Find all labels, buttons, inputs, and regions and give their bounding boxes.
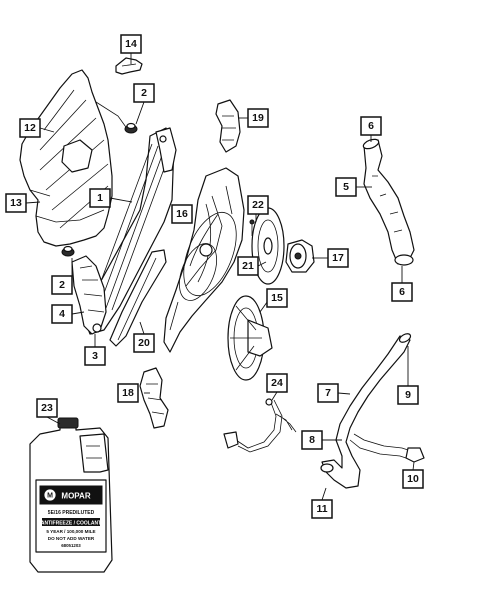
svg-text:16: 16 [176,208,188,220]
callout-1 [90,189,110,207]
part-7-lower-hose [321,332,424,488]
jug-line-5: 68051203 [61,543,81,548]
jug-line-2: ANTIFREEZE / COOLANT [40,520,102,527]
svg-text:14: 14 [125,38,137,50]
callout-21 [238,257,258,275]
svg-text:M: M [47,492,53,500]
jug-line-1: 5E/16 PREDILUTED [47,510,95,516]
callout-2-top [134,84,154,102]
callout-17 [328,249,348,267]
callout-12 [20,119,40,137]
svg-text:23: 23 [41,402,53,414]
svg-text:24: 24 [271,377,283,389]
part-14-bracket [116,58,142,74]
svg-text:9: 9 [405,389,411,401]
svg-text:12: 12 [24,122,36,134]
callout-9 [398,386,418,404]
part-5-upper-hose [362,138,414,265]
part-15-fan [228,296,272,380]
svg-text:2: 2 [59,279,65,291]
svg-text:5: 5 [343,181,349,193]
svg-text:2: 2 [141,87,147,99]
part-18-bracket [140,368,168,428]
svg-text:17: 17 [332,252,344,264]
svg-text:6: 6 [368,120,374,132]
svg-text:3: 3 [92,350,98,362]
callout-10 [403,470,423,488]
callout-15 [267,289,287,307]
callout-8 [302,431,322,449]
callout-3 [85,347,105,365]
callout-6-bottom [392,283,412,301]
part-23-coolant-jug [30,418,112,572]
part-19-bracket [216,100,240,152]
svg-text:15: 15 [271,292,283,304]
callout-20 [134,334,154,352]
svg-text:22: 22 [252,199,264,211]
callout-2-bottom [52,276,72,294]
svg-text:18: 18 [122,387,134,399]
svg-text:20: 20 [138,337,150,349]
svg-text:10: 10 [407,473,419,485]
svg-text:19: 19 [252,112,264,124]
part-12-13-air-deflectors [20,70,128,246]
svg-text:1: 1 [97,192,103,204]
callout-24 [267,374,287,392]
part-2-isolator-top [125,124,137,134]
part-17-fan-motor [286,240,314,272]
callout-13 [6,194,26,212]
callout-14 [121,35,141,53]
callout-5 [336,178,356,196]
part-2-isolator-bottom [62,247,74,257]
callout-4 [52,305,72,323]
callout-11 [312,500,332,518]
callout-19 [248,109,268,127]
svg-text:8: 8 [309,434,315,446]
callout-18 [118,384,138,402]
callout-23 [37,399,57,417]
callout-7 [318,384,338,402]
svg-text:7: 7 [325,387,331,399]
svg-text:6: 6 [399,286,405,298]
part-24-coolant-line [224,399,296,452]
jug-line-3: 5 YEAR / 100,000 MILE [46,529,96,534]
svg-text:11: 11 [316,503,328,515]
svg-text:4: 4 [59,308,65,320]
jug-brand: MOPAR [61,491,91,501]
svg-text:21: 21 [242,260,254,272]
callout-6-top [361,117,381,135]
callout-22 [248,196,268,214]
jug-line-4: DO NOT ADD WATER [47,536,95,541]
svg-text:13: 13 [10,197,22,209]
callout-16 [172,205,192,223]
